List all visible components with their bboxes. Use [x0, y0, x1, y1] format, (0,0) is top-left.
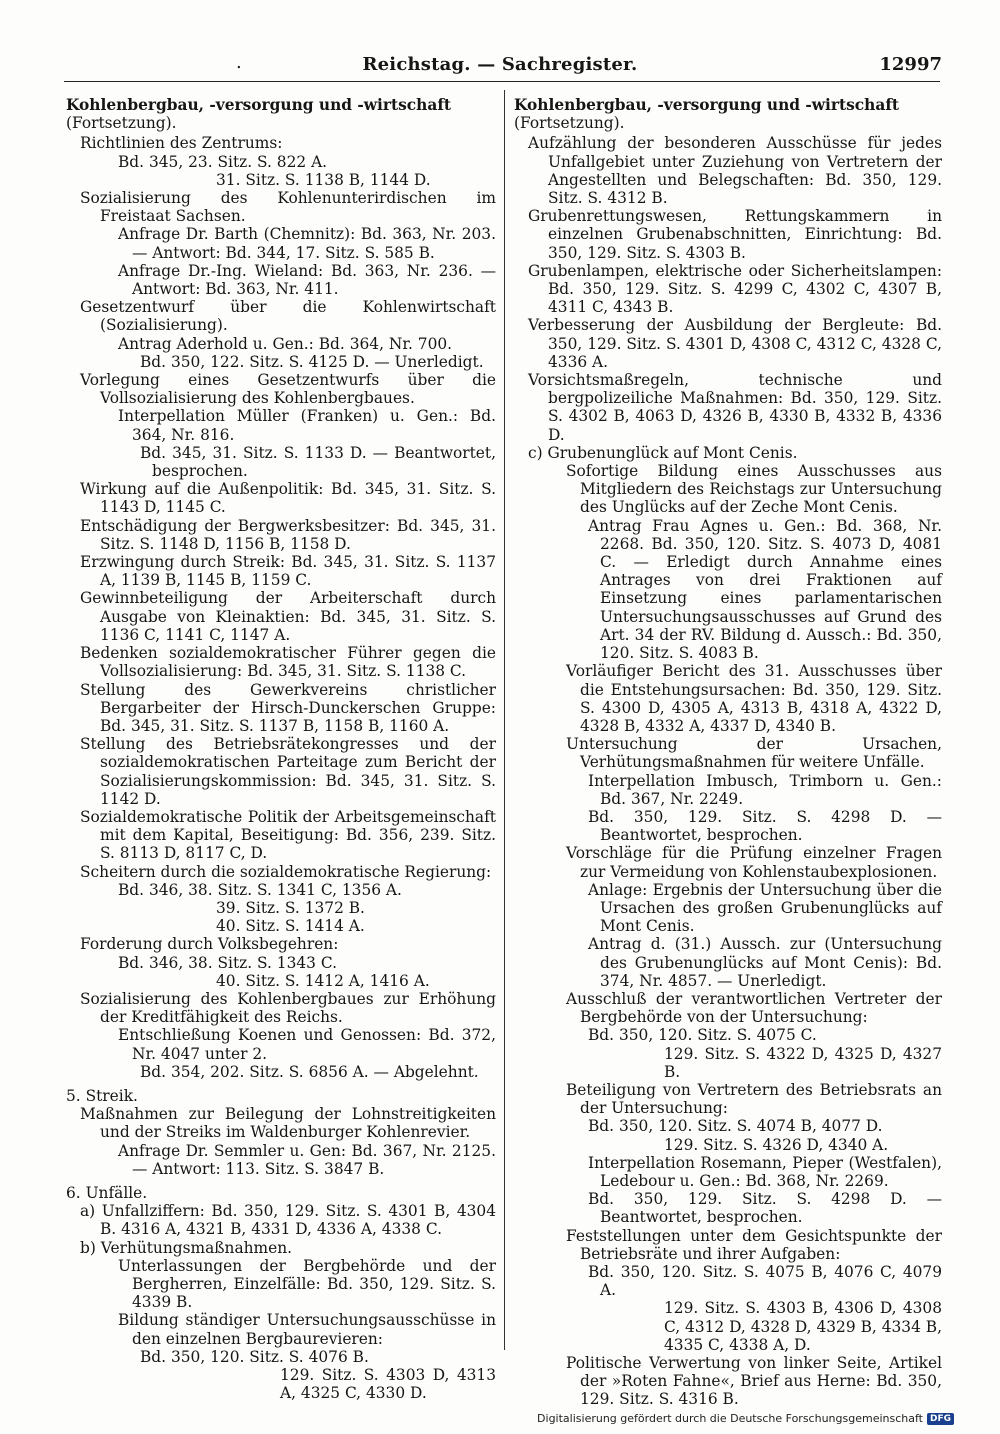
index-entry: [514, 262, 942, 317]
entry-text: a) Unfallziffern: Bd. 350, 129. Sitz. S. 4301 B, 4304 B. 4316 A, 4321 B, 4331 D, 4336 A, 4338 C.: [80, 1202, 496, 1239]
entry-text: Interpellation Müller (Franken) u. Gen.: Bd. 364, Nr. 816.: [118, 407, 496, 444]
section-heading: [66, 1087, 496, 1105]
entry-text: Bd. 350, 120. Sitz. S. 4074 B, 4077 D.: [588, 1117, 883, 1136]
entry-text: Bd. 345, 31. Sitz. S. 1133 D. — Beantwortet, besprochen.: [140, 443, 496, 481]
funding-footer: [537, 1412, 954, 1425]
entry-text: Entschließung Koenen und Genossen: Bd. 372, Nr. 4047 unter 2.: [118, 1026, 496, 1063]
column-divider: [504, 90, 505, 1350]
index-entry: [514, 1354, 942, 1409]
entry-text: b) Verhütungsmaßnahmen.: [80, 1238, 293, 1257]
index-entry: [66, 371, 496, 407]
index-entry: [66, 134, 496, 152]
entry-text: Erzwingung durch Streik: Bd. 345, 31. Sitz. S. 1137 A, 1139 B, 1145 B, 1159 C.: [80, 553, 496, 590]
entry-text: Bd. 350, 120. Sitz. S. 4075 B, 4076 C, 4079 A.: [588, 1263, 942, 1300]
entry-text: Politische Verwertung von linker Seite, Artikel der »Roten Fahne«, Brief aus Herne: Bd. 350, 129. Sitz. S. 4316 B.: [566, 1354, 942, 1409]
index-entry: [66, 972, 496, 990]
index-entry: [514, 881, 942, 936]
page-number: 12997: [879, 54, 942, 75]
entry-text: Aufzählung der besonderen Ausschüsse für jedes Unfallgebiet unter Zuziehung von Vertretern der Angestellten und Belegschaften: Bd. 350, 129. Sitz. S. 4312 B.: [528, 134, 942, 208]
index-entry: [66, 990, 496, 1026]
entry-text: Bd. 346, 38. Sitz. S. 1343 C.: [118, 953, 337, 972]
entry-text: 40. Sitz. S. 1412 A, 1416 A.: [216, 971, 430, 990]
running-title: Reichstag. — Sachregister.: [362, 54, 638, 75]
index-entry: [514, 808, 942, 844]
index-entry: [66, 954, 496, 972]
index-entry: [66, 1239, 496, 1257]
entry-text: 129. Sitz. S. 4303 B, 4306 D, 4308 C, 4312 D, 4328 D, 4329 B, 4334 B, 4335 C, 4338 A, D.: [664, 1299, 942, 1354]
entry-text: Vorlegung eines Gesetzentwurfs über die Vollsozialisierung des Kohlenbergbaues.: [80, 371, 496, 408]
entry-text: Vorläufiger Bericht des 31. Ausschusses über die Entstehungsursachen: Bd. 350, 129. Sitz. S. 4300 D, 4305 A, 4313 B, 4318 A, 4322 D, 4328 B, 4332 A, 4337 D, 4340 B.: [566, 662, 942, 735]
entry-text: 6. Unfälle.: [66, 1183, 148, 1202]
index-entry: [514, 462, 942, 517]
entry-text: Interpellation Rosemann, Pieper (Westfalen), Ledebour u. Gen.: Bd. 368, Nr. 2269.: [588, 1153, 942, 1190]
index-entry: [66, 480, 496, 516]
index-entry: [514, 316, 942, 371]
entry-text: Anfrage Dr.-Ing. Wieland: Bd. 363, Nr. 236. — Antwort: Bd. 363, Nr. 411.: [118, 261, 496, 299]
dfg-logo: DFG: [927, 1413, 954, 1425]
index-entry: [66, 353, 496, 371]
continuation-note: (Fortsetzung).: [66, 114, 177, 133]
entry-text: 129. Sitz. S. 4322 D, 4325 D, 4327 B.: [664, 1044, 942, 1081]
index-entry: [66, 298, 496, 334]
entry-text: Bildung ständiger Untersuchungsausschüsse in den einzelnen Bergbaurevieren:: [118, 1311, 496, 1348]
index-entry: [66, 153, 496, 171]
index-entry: [514, 207, 942, 262]
entry-text: 129. Sitz. S. 4326 D, 4340 A.: [664, 1135, 889, 1154]
entry-text: Stellung des Gewerkvereins christlicher Bergarbeiter der Hirsch-Dunckerschen Gruppe: Bd. 345, 31. Sitz. S. 1137 B, 1158 B, 1160 A.: [80, 680, 496, 735]
entry-text: Vorschläge für die Prüfung einzelner Fragen zur Vermeidung von Kohlenstaubexplosionen.: [566, 844, 942, 881]
running-header: [0, 52, 1000, 78]
index-entry: [66, 1257, 496, 1312]
entry-text: Anfrage Dr. Semmler u. Gen: Bd. 367, Nr. 2125. — Antwort: 113. Sitz. S. 3847 B.: [118, 1141, 496, 1178]
index-entry: [66, 335, 496, 353]
entry-text: Sofortige Bildung eines Ausschusses aus Mitgliedern des Reichstags zur Untersuchung des Unglücks auf der Zeche Mont Cenis.: [566, 462, 942, 517]
index-entry: [514, 662, 942, 735]
column-heading: [514, 96, 942, 132]
index-entry: [66, 407, 496, 443]
entry-text: c) Grubenunglück auf Mont Cenis.: [528, 443, 798, 462]
section-heading: [66, 1184, 496, 1202]
index-entry: [66, 1202, 496, 1238]
index-entry: [66, 1026, 496, 1062]
index-entry: [66, 899, 496, 917]
index-entry: [66, 681, 496, 736]
index-entry: [514, 1299, 942, 1354]
index-entry: [66, 881, 496, 899]
index-entry: [66, 171, 496, 189]
entry-text: Wirkung auf die Außenpolitik: Bd. 345, 31. Sitz. S. 1143 D, 1145 C.: [80, 480, 496, 517]
index-entry: [514, 1136, 942, 1154]
index-entry: [66, 262, 496, 298]
entry-text: Scheitern durch die sozialdemokratische Regierung:: [80, 862, 492, 881]
right-column: [514, 96, 942, 1409]
entry-text: Bd. 350, 120. Sitz. S. 4076 B.: [140, 1347, 369, 1366]
entry-text: Bedenken sozialdemokratischer Führer gegen die Vollsozialisierung: Bd. 345, 31. Sitz. S. 1138 C.: [80, 644, 496, 681]
index-entry: [514, 1081, 942, 1117]
index-entry: [514, 990, 942, 1026]
entry-text: Kohlenbergbau, -versorgung und -wirtschaft: [66, 96, 452, 114]
footer-text: Digitalisierung gefördert durch die Deutsche Forschungsgemeinschaft: [537, 1412, 923, 1425]
entry-text: Gesetzentwurf über die Kohlenwirtschaft (Sozialisierung).: [80, 298, 496, 335]
index-entry: [514, 1117, 942, 1135]
index-entry: [66, 735, 496, 808]
entry-text: 129. Sitz. S. 4303 D, 4313 A, 4325 C, 4330 D.: [280, 1366, 496, 1403]
entry-text: Anfrage Dr. Barth (Chemnitz): Bd. 363, Nr. 203. — Antwort: Bd. 344, 17. Sitz. S. 585 B.: [118, 225, 496, 262]
left-column: [66, 96, 496, 1402]
index-entry: [514, 844, 942, 880]
index-entry: [514, 772, 942, 808]
index-entry: [66, 1311, 496, 1347]
index-entry: [514, 371, 942, 444]
entry-text: Sozialisierung des Kohlenbergbaues zur Erhöhung der Kreditfähigkeit des Reichs.: [80, 989, 496, 1027]
entry-text: Bd. 350, 120. Sitz. S. 4075 C.: [588, 1026, 817, 1045]
index-entry: [514, 1045, 942, 1081]
entry-text: Bd. 350, 122. Sitz. S. 4125 D. — Unerledigt.: [140, 352, 484, 371]
index-entry: [514, 1227, 942, 1263]
entry-text: Feststellungen unter dem Gesichtspunkte der Betriebsräte und ihrer Aufgaben:: [566, 1226, 942, 1263]
entry-text: Kohlenbergbau, -versorgung und -wirtschaft: [514, 96, 900, 114]
entry-text: 39. Sitz. S. 1372 B.: [216, 898, 365, 917]
entry-text: 5. Streik.: [66, 1086, 138, 1105]
entry-text: Unterlassungen der Bergbehörde und der Bergherren, Einzelfälle: Bd. 350, 129. Sitz. S. 4339 B.: [118, 1256, 496, 1312]
index-entry: [514, 134, 942, 207]
index-entry: [514, 1026, 942, 1044]
entry-text: Bd. 350, 129. Sitz. S. 4298 D. — Beantwortet, besprochen.: [588, 807, 942, 845]
index-entry: [66, 225, 496, 261]
entry-text: Bd. 346, 38. Sitz. S. 1341 C, 1356 A.: [118, 880, 402, 899]
entry-text: Bd. 354, 202. Sitz. S. 6856 A. — Abgelehnt.: [140, 1062, 479, 1081]
index-entry: [514, 444, 942, 462]
index-entry: [66, 189, 496, 225]
entry-text: Antrag Frau Agnes u. Gen.: Bd. 368, Nr. 2268. Bd. 350, 120. Sitz. S. 4073 D, 4081 C. — Erledigt durch Annahme eines Antrages von drei Fraktionen auf Einsetzung eines parlamentarischen Untersuchungsausschusses auf Grund des Art. 34 der RV. Bildung d. Aussch.: Bd. 350, 120. Sitz. S. 4083 B.: [588, 516, 942, 663]
entry-text: Sozialdemokratische Politik der Arbeitsgemeinschaft mit dem Kapital, Beseitigung: Bd. 356, 239. Sitz. S. 8113 D, 8117 C, D.: [80, 807, 496, 863]
entry-text: Grubenrettungswesen, Rettungskammern in einzelnen Grubenabschnitten, Einrichtung: Bd. 350, 129. Sitz. S. 4303 B.: [528, 207, 942, 262]
header-rule: [64, 81, 940, 82]
index-entry: [514, 1154, 942, 1190]
index-entry: [66, 444, 496, 480]
entry-text: Entschädigung der Bergwerksbesitzer: Bd. 345, 31. Sitz. S. 1148 D, 1156 B, 1158 D.: [80, 516, 496, 553]
entry-text: Maßnahmen zur Beilegung der Lohnstreitigkeiten und der Streiks im Waldenburger Kohlenrevier.: [80, 1105, 496, 1142]
entry-text: Beteiligung von Vertretern des Betriebsrats an der Untersuchung:: [566, 1080, 942, 1118]
entry-text: Antrag d. (31.) Aussch. zur (Untersuchung des Grubenunglücks auf Mont Cenis): Bd. 374, Nr. 4857. — Unerledigt.: [588, 935, 942, 990]
entry-text: Bd. 350, 129. Sitz. S. 4298 D. — Beantwortet, besprochen.: [588, 1190, 942, 1227]
entry-text: Verbesserung der Ausbildung der Bergleute: Bd. 350, 129. Sitz. S. 4301 D, 4308 C, 4312 C, 4328 C, 4336 A.: [528, 316, 942, 371]
index-entry: [514, 517, 942, 663]
entry-text: 40. Sitz. S. 1414 A.: [216, 917, 365, 936]
index-entry: [514, 935, 942, 990]
index-entry: [66, 589, 496, 644]
header-mark: .: [236, 52, 242, 73]
entry-text: Antrag Aderhold u. Gen.: Bd. 364, Nr. 700.: [118, 334, 453, 353]
index-entry: [514, 1263, 942, 1299]
index-entry: [66, 863, 496, 881]
entry-text: Vorsichtsmaßregeln, technische und bergpolizeiliche Maßnahmen: Bd. 350, 129. Sitz. S. 4302 B, 4063 D, 4326 B, 4330 B, 4332 B, 4336 D.: [528, 371, 942, 444]
index-entry: [66, 644, 496, 680]
index-entry: [66, 1063, 496, 1081]
entry-text: 31. Sitz. S. 1138 B, 1144 D.: [216, 170, 431, 189]
entry-text: Interpellation Imbusch, Trimborn u. Gen.: Bd. 367, Nr. 2249.: [588, 771, 942, 808]
entry-text: Anlage: Ergebnis der Untersuchung über die Ursachen des großen Grubenunglücks auf Mont Cenis.: [588, 880, 942, 936]
continuation-note: (Fortsetzung).: [514, 114, 625, 133]
entry-text: Grubenlampen, elektrische oder Sicherheitslampen: Bd. 350, 129. Sitz. S. 4299 C, 4302 C, 4307 B, 4311 C, 4343 B.: [528, 261, 942, 317]
entry-text: Ausschluß der verantwortlichen Vertreter der Bergbehörde von der Untersuchung:: [566, 989, 942, 1027]
entry-text: Sozialisierung des Kohlenunterirdischen im Freistaat Sachsen.: [80, 189, 496, 226]
entry-text: Gewinnbeteiligung der Arbeiterschaft durch Ausgabe von Kleinaktien: Bd. 345, 31. Sitz. S. 1136 C, 1141 C, 1147 A.: [80, 589, 496, 644]
index-entry: [66, 808, 496, 863]
entry-text: Bd. 345, 23. Sitz. S. 822 A.: [118, 152, 328, 171]
index-entry: [66, 1105, 496, 1141]
index-entry: [514, 735, 942, 771]
index-entry: [66, 553, 496, 589]
entry-text: Stellung des Betriebsrätekongresses und der sozialdemokratischen Parteitage zum Bericht der Sozialisierungskommission: Bd. 345, 31. Sitz. S. 1142 D.: [80, 735, 496, 808]
index-entry: [66, 935, 496, 953]
index-entry: [66, 517, 496, 553]
index-entry: [66, 917, 496, 935]
entry-text: Forderung durch Volksbegehren:: [80, 935, 339, 954]
index-entry: [66, 1142, 496, 1178]
index-entry: [514, 1190, 942, 1226]
index-entry: [66, 1348, 496, 1366]
index-entry: [66, 1366, 496, 1402]
entry-text: Richtlinien des Zentrums:: [80, 134, 283, 153]
column-heading: [66, 96, 496, 132]
entry-text: Untersuchung der Ursachen, Verhütungsmaßnahmen für weitere Unfälle.: [566, 735, 942, 772]
